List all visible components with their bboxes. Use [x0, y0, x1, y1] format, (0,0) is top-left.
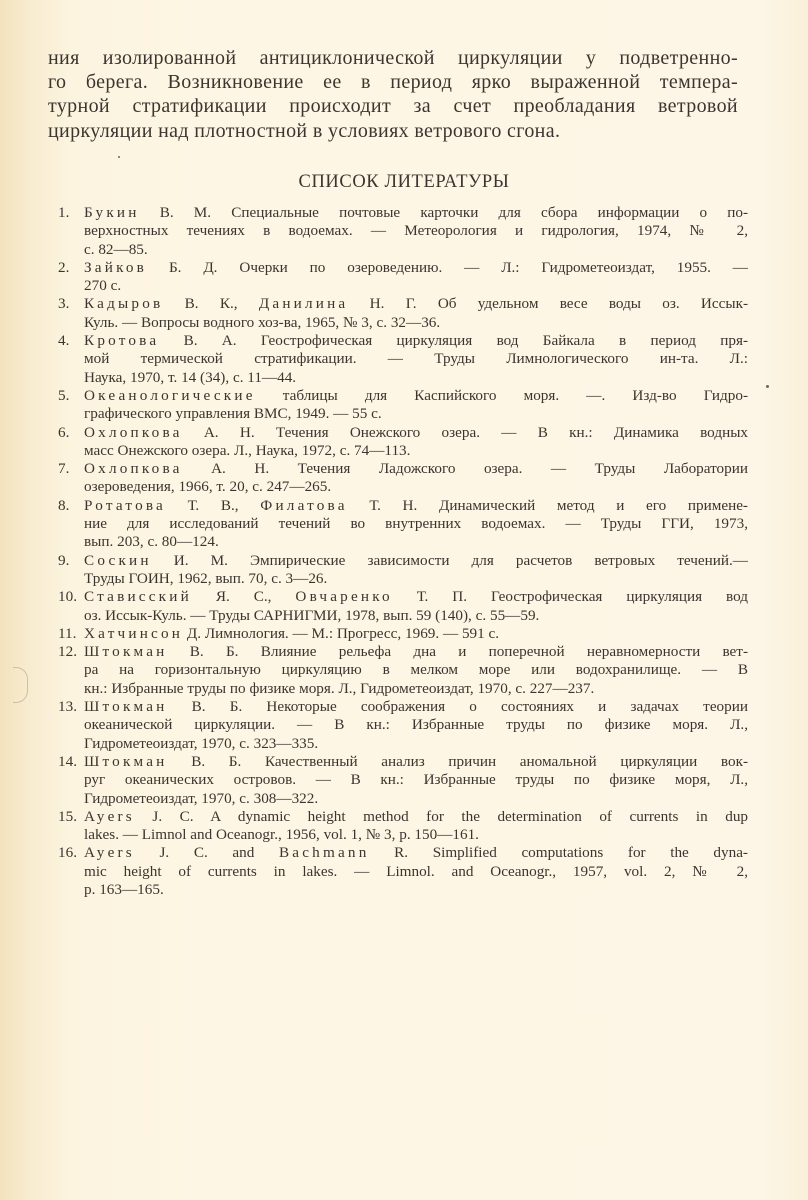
reference-item	[58, 259, 748, 296]
reference-line: Соскин И. М. Эмпирические зависимости для расчетов ветровых течений.—	[84, 551, 748, 569]
reference-number: 3.	[58, 295, 70, 313]
reference-line: Океанологические таблицы для Каспийского моря. —. Изд-во Гидро-	[84, 386, 748, 404]
intro-line: циркуляции над плотностной в условиях ветрового сгона.	[48, 119, 561, 142]
reference-number: 2.	[58, 258, 70, 276]
reference-number: 4.	[58, 332, 70, 350]
reference-item	[58, 808, 748, 845]
reference-author: Ayers	[84, 807, 135, 825]
reference-line: мой термической стратификации. — Труды Лимнологического ин-та. Л.:	[84, 350, 748, 368]
reference-line: Штокман В. Б. Некоторые соображения о состояниях и задачах теории	[84, 698, 748, 716]
reference-line: Стависский Я. С., Овчаренко Т. П. Геострофическая циркуляция вод	[84, 588, 749, 606]
reference-line: ние для исследований течений во внутренних водоемах. — Труды ГГИ, 1973,	[84, 515, 748, 533]
print-speck	[118, 156, 120, 158]
reference-item	[58, 588, 748, 625]
reference-author: Охлопкова	[84, 423, 183, 441]
margin-pencil-mark	[13, 667, 28, 703]
reference-number: 5.	[58, 386, 70, 404]
reference-author: Штокман	[84, 643, 168, 661]
reference-author: Ротатова	[84, 496, 166, 514]
reference-line: ра на горизонтальную циркуляцию в мелком море или водохранилище. — В	[84, 661, 748, 679]
reference-line: озероведения, 1966, т. 20, с. 247—265.	[84, 478, 332, 496]
reference-item	[58, 497, 748, 552]
reference-item	[58, 204, 748, 259]
reference-line: Наука, 1970, т. 14 (34), с. 11—44.	[84, 368, 297, 386]
reference-author: Хатчинсон	[84, 624, 184, 642]
reference-author: Штокман	[84, 752, 168, 770]
intro-line: турной стратификации происходит за счет преобладания ветровой	[48, 95, 738, 118]
reference-line: графического управления ВМС, 1949. — 55 с.	[84, 405, 382, 423]
reference-line: кн.: Избранные труды по физике моря. Л., Гидрометеоиздат, 1970, с. 227—237.	[84, 679, 595, 697]
reference-author: Океанологические	[84, 386, 256, 404]
reference-line: Хатчинсон Д. Лимнология. — М.: Прогресс, 1969. — 591 с.	[84, 624, 500, 642]
intro-paragraph	[48, 46, 738, 143]
reference-author: Охлопкова	[84, 460, 183, 478]
reference-author: Кадыров	[84, 295, 164, 313]
reference-line: Штокман В. Б. Качественный анализ причин аномальной циркуляции вок-	[84, 752, 748, 770]
reference-item	[58, 698, 748, 753]
reference-number: 16.	[58, 844, 77, 862]
reference-number: 13.	[58, 698, 77, 716]
reference-item	[58, 643, 748, 698]
reference-line: mic height of currents in lakes. — Limnol. and Oceanogr., 1957, vol. 2, № 2,	[84, 862, 748, 880]
reference-item	[58, 753, 748, 808]
intro-line: ния изолированной антициклонической циркуляции у подветренно-	[48, 47, 738, 69]
reference-author: Данилина	[258, 295, 349, 313]
reference-item	[58, 295, 748, 332]
reference-line: Ротатова Т. В., Филатова Т. Н. Динамический метод и его примене-	[84, 496, 748, 514]
reference-line: руг океанических островов. — В кн.: Избранные труды по физике моря, Л.,	[84, 771, 748, 789]
reference-line: Куль. — Вопросы водного хоз-ва, 1965, № 3, с. 32—36.	[84, 313, 441, 331]
reference-line: вып. 203, с. 80—124.	[84, 533, 219, 551]
reference-line: Ayers J. C. A dynamic height method for the determination of currents in dup	[84, 807, 749, 825]
reference-line: Охлопкова А. Н. Течения Онежского озера. — В кн.: Динамика водных	[84, 423, 748, 441]
reference-line: масс Онежского озера. Л., Наука, 1972, с. 74—113.	[84, 441, 411, 459]
reference-line: lakes. — Limnol and Oceanogr., 1956, vol. 1, № 3, p. 150—161.	[84, 826, 479, 844]
reference-line: Кадыров В. К., Данилина Н. Г. Об удельном весе воды оз. Иссык-	[84, 295, 749, 313]
reference-author: Кротова	[84, 332, 160, 350]
reference-number: 9.	[58, 551, 70, 569]
reference-number: 15.	[58, 807, 77, 825]
reference-number: 6.	[58, 423, 70, 441]
reference-line: оз. Иссык-Куль. — Труды САРНИГМИ, 1978, вып. 59 (140), с. 55—59.	[84, 606, 540, 624]
reference-author: Штокман	[84, 698, 168, 716]
reference-line: Гидрометеоиздат, 1970, с. 323—335.	[84, 734, 319, 752]
reference-author: Стависский	[84, 588, 192, 606]
reference-number: 1.	[58, 204, 70, 221]
section-title: СПИСОК ЛИТЕРАТУРЫ	[298, 172, 510, 192]
reference-number: 11.	[58, 624, 77, 642]
reference-number: 7.	[58, 460, 70, 478]
reference-line: Букин В. М. Специальные почтовые карточки для сбора информации о по-	[84, 204, 748, 221]
reference-author: Bachmann	[278, 844, 370, 862]
reference-item	[58, 387, 748, 424]
reference-line: Гидрометеоиздат, 1970, с. 308—322.	[84, 789, 319, 807]
reference-item	[58, 332, 748, 387]
reference-list	[58, 204, 748, 899]
reference-line: p. 163—165.	[84, 880, 164, 898]
intro-line: го берега. Возникновение ее в период ярко выраженной темпера-	[48, 71, 738, 94]
reference-line: Ayers J. C. and Bachmann R. Simplified computations for the dyna-	[84, 844, 748, 862]
reference-item	[58, 552, 748, 589]
reference-line: океанической циркуляции. — В кн.: Избранные труды по физике моря. Л.,	[84, 716, 748, 734]
reference-item	[58, 424, 748, 461]
reference-author: Филатова	[260, 496, 348, 514]
reference-line: Зайков Б. Д. Очерки по озероведению. — Л.: Гидрометеоиздат, 1955. —	[84, 258, 748, 276]
reference-item	[58, 844, 748, 899]
reference-line: Труды ГОИН, 1962, вып. 70, с. 3—26.	[84, 569, 328, 587]
print-speck	[766, 385, 769, 388]
reference-number: 14.	[58, 752, 77, 770]
reference-line: 270 с.	[84, 277, 122, 295]
reference-line: с. 82—85.	[84, 240, 148, 258]
reference-number: 10.	[58, 588, 77, 606]
reference-line: Охлопкова А. Н. Течения Ладожского озера. — Труды Лаборатории	[84, 460, 748, 478]
reference-author: Ayers	[84, 844, 135, 862]
reference-item	[58, 460, 748, 497]
reference-number: 8.	[58, 496, 70, 514]
reference-number: 12.	[58, 643, 77, 661]
reference-author: Зайков	[84, 258, 148, 276]
reference-item	[58, 625, 748, 643]
reference-author: Букин	[84, 204, 140, 221]
reference-line: Кротова В. А. Геострофическая циркуляция вод Байкала в период пря-	[84, 332, 749, 350]
reference-author: Соскин	[84, 551, 152, 569]
reference-author: Овчаренко	[295, 588, 393, 606]
reference-line: Штокман В. Б. Влияние рельефа дна и поперечной неравномерности вет-	[84, 643, 748, 661]
reference-line: верхностных течениях в водоемах. — Метеорология и гидрология, 1974, № 2,	[84, 222, 748, 240]
